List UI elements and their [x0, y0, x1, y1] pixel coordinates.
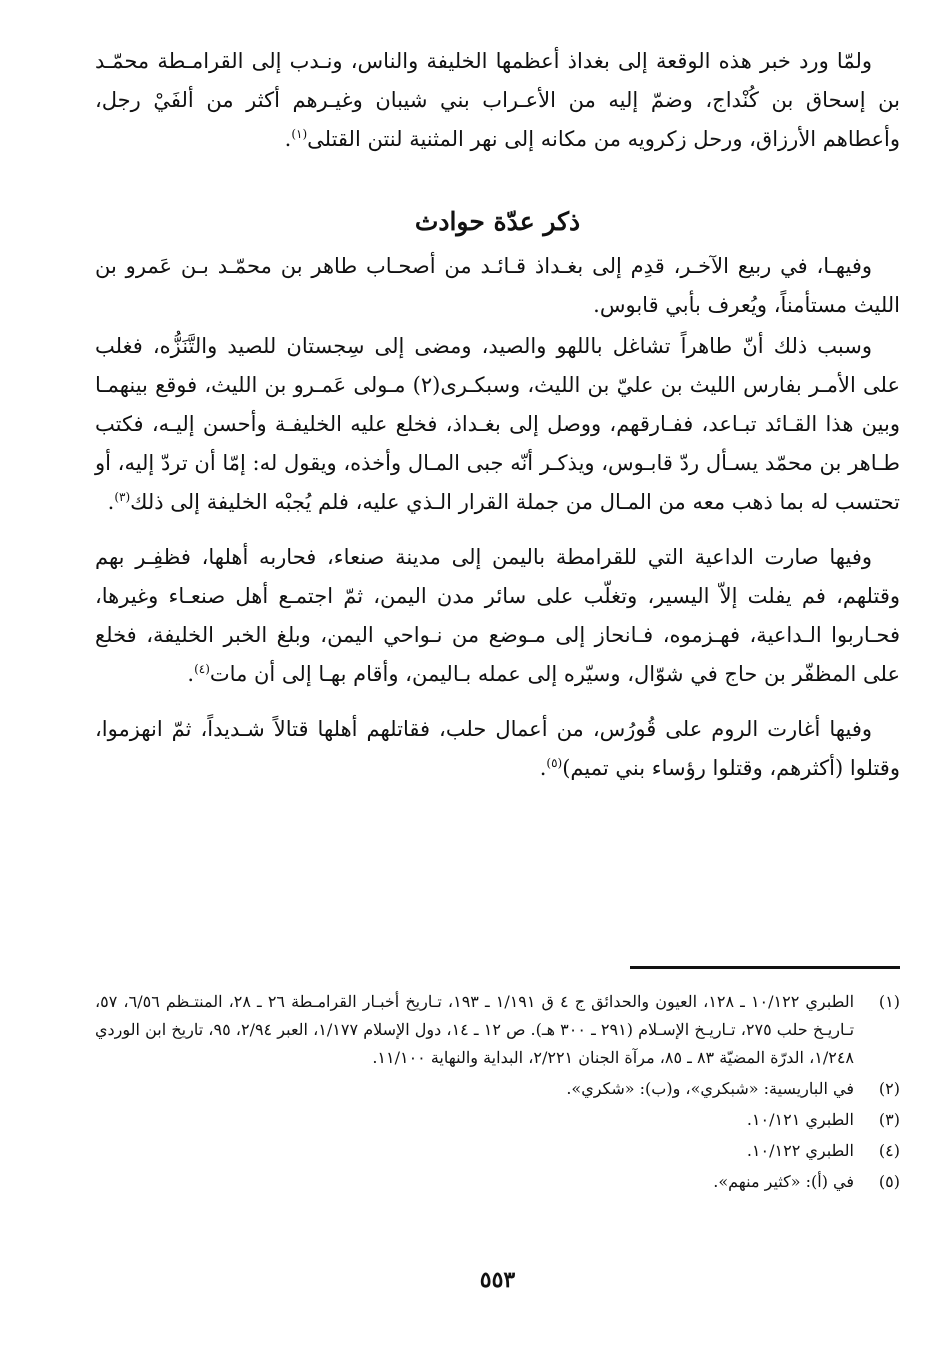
paragraph-sanaa: وفيها صارت الداعية التي للقرامطة باليمن إلى مدينة صنعاء، فحاربه أهلها، فظفِـر بهم وقتلهم، فم يفلت إلاّ اليسير، وتغلّب على سائر مدن اليمن، ثمّ اجتمـع أهل صنعـاء وغيرها، فحـاربوا الـداعية، فهـزموه، فـانحاز إلى مـوضع من نـواحي اليمن، وبلغ الخبر الخليفة، فخلع على المظفّر بن حاج في شوّال، وسيّره إلى عمله بـاليمن، وأقام بهـا إلى أن مات$^{(٤)}$.	[95, 545, 900, 686]
footnote-item	[95, 1075, 900, 1103]
section-heading: ذكر عدّة حوادث	[414, 207, 581, 236]
paragraph-rabi-event	[95, 247, 900, 325]
footnote-number: (٣)	[878, 1110, 900, 1129]
footnote-text: الطبري ١٠/١٢٢ ـ ١٢٨، العيون والحدائق ج ٤ ق ١/١٩١ ـ ١٩٣، تـاريخ أخبـار القرامـطة ٢٦ ـ ٢٨، المنتـظم ٦/٥٦، ٥٧، تـاريـخ حلب ٢٧٥، تـاريـخ الإسـلام (٢٩١ ـ ٣٠٠ هـ). ص ١٢ ـ ١٤، دول الإسلام ١/١٧٧، العبر ٢/٩٤، ٩٥، تاريخ ابن الوردي ١/٢٤٨، الدرّة المضيّة ٨٣ ـ ٨٥، مرآة الجنان ٢/٢٢١، البداية والنهاية ١١/١٠٠.	[95, 992, 855, 1067]
footnotes	[95, 988, 900, 1199]
footnote-item	[95, 988, 900, 1072]
footnote-item	[95, 1106, 900, 1134]
paragraph-text: وفيها صارت الداعية التي للقرامطة باليمن إلى مدينة صنعاء، فحاربه أهلها، فظفِـر بهم وقتلهم، فم يفلت إلاّ اليسير، وتغلّب على سائر مدن اليمن، ثمّ اجتمـع أهل صنعـاء وغيرها، فحـاربوا الـداعية، فهـزموه، فـانحاز إلى مـوضع من نـواحي اليمن، وبلغ الخبر الخليفة، فخلع على المظفّر بن حاج في شوّال، وسيّره إلى عمله بـاليمن، وأقام بهـا إلى أن مات	[95, 545, 900, 686]
paragraph-text: وفيهـا، في ربيع الآخـر، قدِم إلى بغـداذ قـائـد من أصحـاب طاهر بن محمّـد بـن عَمرو بن الليث مستأمناً، ويُعرف بأبي قابوس.	[95, 254, 900, 317]
paragraph-cause: وسبب ذلك أنّ طاهراً تشاغل باللهو والصيد، ومضى إلى سِجستان للصيد والتَّنَزُّه، فغلب على الأمـر بفارس الليث بن عليّ بن الليث، وسبكـرى(٢) مـولى عَمـرو بن الليث، فوقع بينهمـا وبين هذا القـائد تبـاعد، ففـارقهم، ووصل إلى بغـداذ، فخلع عليه الخليفـة وأحسن إليـه، فكتب طـاهر بن محمّد يسـأل ردّ قابـوس، ويذكـر أنّه جبى المـال وأخذه، ويقول له: إمّا أن تردّ إليه، أو تحتسب له بما ذهب معه من المـال من جملة القرار الـذي عليه، فلم يُجبْه الخليفة إلى ذلك$^{(٣)}$.	[95, 334, 900, 514]
footnote-number: (٤)	[878, 1141, 900, 1160]
footnote-number: (١)	[878, 992, 900, 1011]
footnote-text: الطبري ١٠/١٢١.	[746, 1110, 854, 1129]
footnote-item	[95, 1137, 900, 1165]
footnote-text: في الباريسية: «شبكري»، و(ب): «شكري».	[566, 1079, 854, 1098]
footnote-number: (٥)	[878, 1172, 900, 1191]
footnote-number: (٢)	[878, 1079, 900, 1098]
footnote-item	[95, 1168, 900, 1196]
paragraph-qurus: وفيها أغارت الروم على قُورُس، من أعمال حلب، فقاتلهم أهلها قتالاً شـديداً، ثمّ انهزموا، وقتلوا (أكثرهم، وقتلوا رؤساء بني تميم)$^{(٥)}$.	[95, 717, 900, 780]
footnote-ref-4: (٤)	[194, 662, 210, 676]
page-number: ٥٥٣	[479, 1267, 516, 1293]
footnote-text: الطبري ١٠/١٢٢.	[746, 1141, 854, 1160]
footnote-divider	[630, 966, 900, 969]
footnote-ref-1: (١)	[291, 127, 308, 141]
book-page	[95, 42, 900, 1342]
intro-text: ولمّا ورد خبر هذه الوقعة إلى بغداذ أعظمها الخليفة والناس، ونـدب إلى القرامـطة محمّـد بن إسحاق بن كُنْداج، وضمّ إليه من الأعـراب بني شيبان وغيـرهم أكثر من ألفَيْ رجل، وأعطاهم الأرزاق، ورحل زكرويه من مكانه إلى نهر المثنية لنتن القتلى	[95, 49, 900, 151]
footnote-ref-3: (٣)	[114, 490, 131, 504]
paragraph-text: وفيها أغارت الروم على قُورُس، من أعمال حلب، فقاتلهم أهلها قتالاً شـديداً، ثمّ انهزموا، وقتلوا (أكثرهم، وقتلوا رؤساء بني تميم)	[95, 717, 900, 780]
footnote-text: في (أ): «كثير منهم».	[713, 1172, 854, 1191]
paragraph-text: وسبب ذلك أنّ طاهراً تشاغل باللهو والصيد، ومضى إلى سِجستان للصيد والتَّنَزُّه، فغلب على الأمـر بفارس الليث بن عليّ بن الليث، وسبكـرى(٢) مـولى عَمـرو بن الليث، فوقع بينهمـا وبين هذا القـائد تبـاعد، ففـارقهم، ووصل إلى بغـداذ، فخلع عليه الخليفـة وأحسن إليـه، فكتب طـاهر بن محمّد يسـأل ردّ قابـوس، ويذكـر أنّه جبى المـال وأخذه، ويقول له: إمّا أن تردّ إليه، أو تحتسب له بما ذهب معه من المـال من جملة القرار الـذي عليه، فلم يُجبْه الخليفة إلى ذلك	[95, 334, 900, 514]
footnote-ref-5: (٥)	[546, 756, 563, 770]
intro-paragraph: ولمّا ورد خبر هذه الوقعة إلى بغداذ أعظمها الخليفة والناس، ونـدب إلى القرامـطة محمّـد بن إسحاق بن كُنْداج، وضمّ إليه من الأعـراب بني شيبان وغيـرهم أكثر من ألفَيْ رجل، وأعطاهم الأرزاق، ورحل زكرويه من مكانه إلى نهر المثنية لنتن القتلى$^{(١)}$.	[95, 49, 900, 151]
